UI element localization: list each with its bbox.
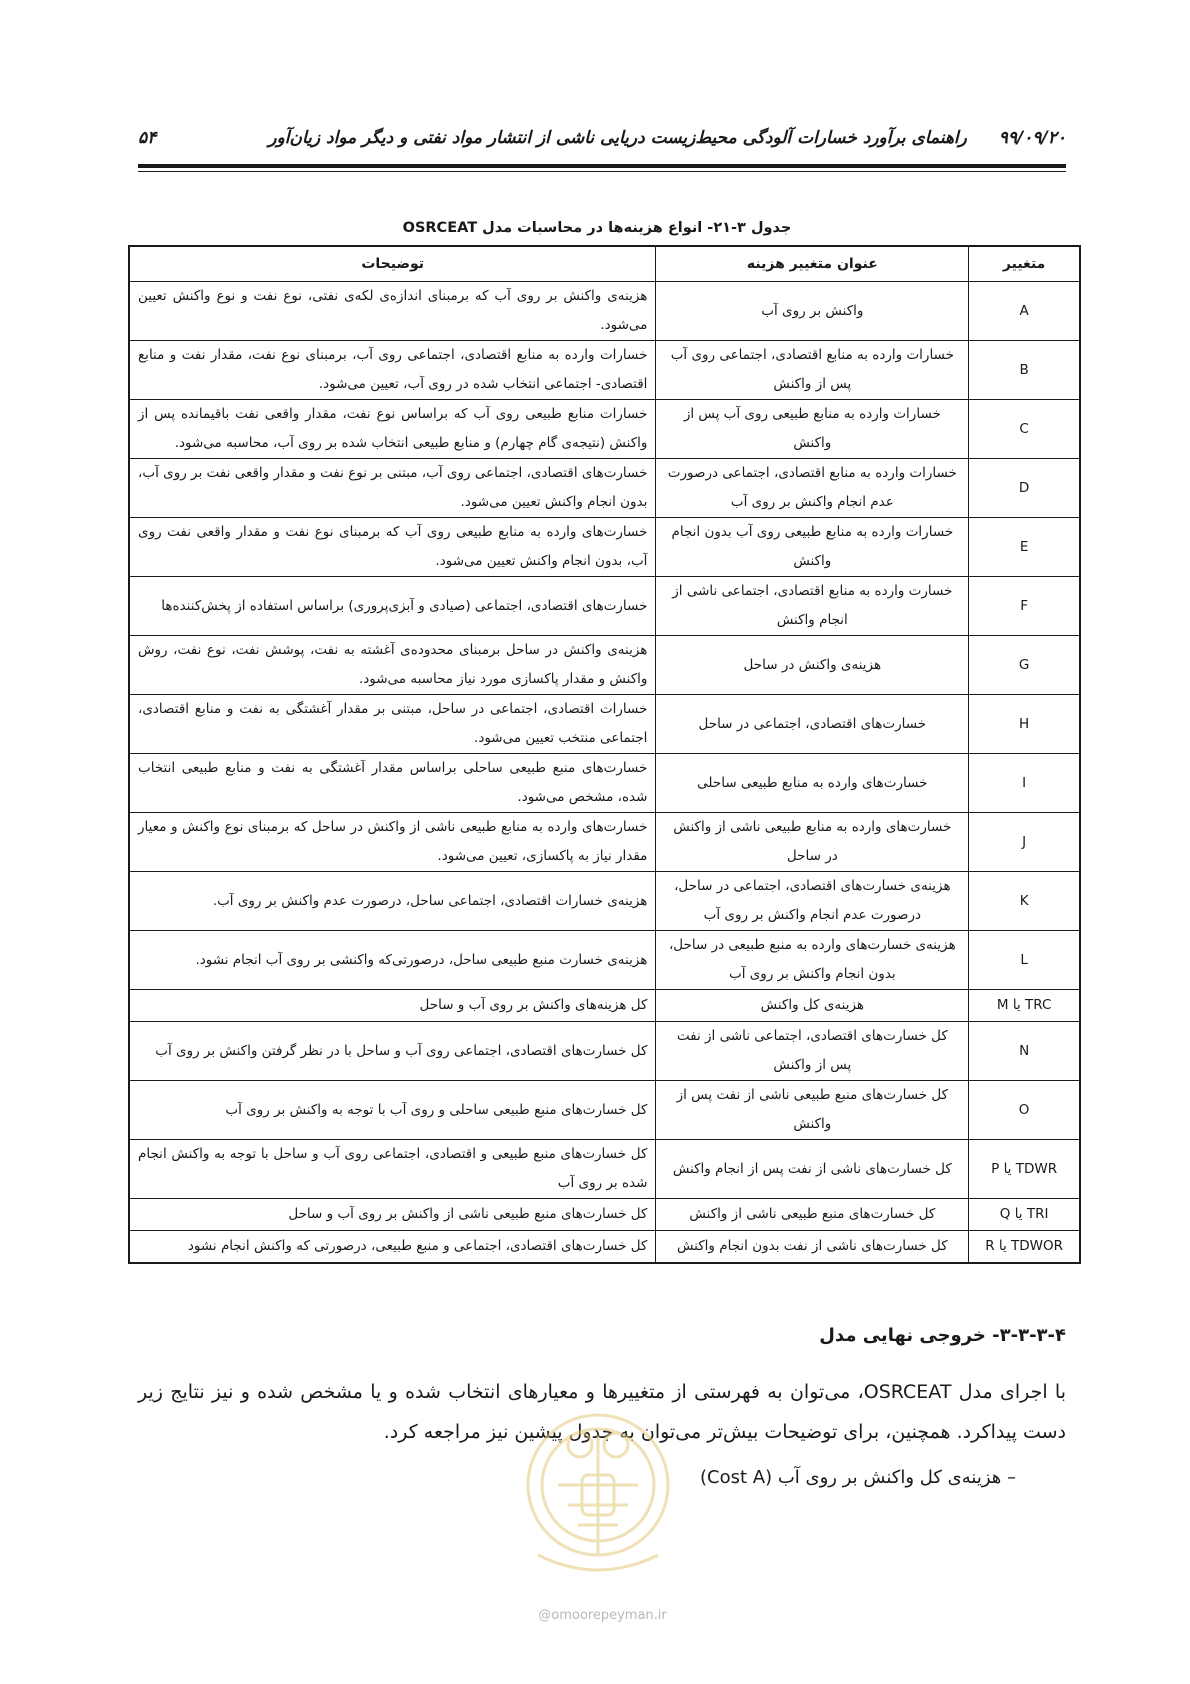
table-row <box>129 577 1080 636</box>
table-caption: جدول ۳-۲۱- انواع هزینه‌ها در محاسبات مدل OSRCEAT <box>402 220 792 236</box>
title-cell: خسارات وارده به منابع طبیعی روی آب پس از واکنش <box>656 400 969 459</box>
title-cell: کل خسارت‌های اقتصادی، اجتماعی ناشی از نفت پس از واکنش <box>656 1022 969 1081</box>
variable-cell: N <box>969 1022 1080 1081</box>
title-cell: کل خسارت‌های ناشی از نفت پس از انجام واکنش <box>656 1140 969 1199</box>
table-row <box>129 1199 1080 1231</box>
title-cell: کل خسارت‌های منبع طبیعی ناشی از واکنش <box>656 1199 969 1231</box>
variable-cell: P یا TDWR <box>969 1140 1080 1199</box>
cost-variables-table <box>128 245 1081 1264</box>
title-cell: خسارت‌های اقتصادی، اجتماعی در ساحل <box>656 695 969 754</box>
description-cell: هزینه‌ی واکنش در ساحل برمبنای محدوده‌ی آغشته به نفت، پوشش نفت، نوع نفت، روش واکنش و مقدار پاکسازی مورد نیاز محاسبه می‌شود. <box>129 636 656 695</box>
description-cell: کل هزینه‌های واکنش بر روی آب و ساحل <box>129 990 656 1022</box>
header-rule-thick <box>138 164 1066 168</box>
table-row <box>129 754 1080 813</box>
description-cell: خسارات منابع طبیعی روی آب که براساس نوع نفت، مقدار واقعی نفت باقیمانده پس از واکنش (نتیجه‌ی گام چهارم) و منابع طبیعی انتخاب شده بر روی آب، محاسبه می‌شود. <box>129 400 656 459</box>
description-cell: خسارات وارده به منابع اقتصادی، اجتماعی روی آب، برمبنای نوع نفت، مقدار نفت و منابع اقتصادی- اجتماعی انتخاب شده در روی آب، تعیین می‌شود. <box>129 341 656 400</box>
title-cell: خسارات وارده به منابع اقتصادی، اجتماعی روی آب پس از واکنش <box>656 341 969 400</box>
variable-cell: I <box>969 754 1080 813</box>
table-row <box>129 636 1080 695</box>
table-row <box>129 695 1080 754</box>
table-row <box>129 872 1080 931</box>
description-cell: خسارت‌های اقتصادی، اجتماعی روی آب، مبتنی بر نوع نفت و مقدار واقعی نفت بر روی آب، بدون انجام واکنش تعیین می‌شود. <box>129 459 656 518</box>
description-cell: کل خسارت‌های منبع طبیعی و اقتصادی، اجتماعی روی آب و ساحل با توجه به واکنش انجام شده بر روی آب <box>129 1140 656 1199</box>
description-cell: هزینه‌ی خسارت منبع طبیعی ساحل، درصورتی‌که واکنشی بر روی آب انجام نشود. <box>129 931 656 990</box>
title-cell: خسارات وارده به منابع اقتصادی، اجتماعی درصورت عدم انجام واکنش بر روی آب <box>656 459 969 518</box>
title-cell: خسارت‌های وارده به منابع طبیعی ناشی از واکنش در ساحل <box>656 813 969 872</box>
header-title-line <box>268 128 1066 148</box>
description-cell: خسارت‌های اقتصادی، اجتماعی (صیادی و آبزی‌پروری) براساس استفاده از پخش‌کننده‌ها <box>129 577 656 636</box>
column-header-variable: متغییر <box>969 246 1080 282</box>
table-row <box>129 400 1080 459</box>
table-row <box>129 1081 1080 1140</box>
description-cell: کل خسارت‌های اقتصادی، اجتماعی و منبع طبیعی، درصورتی که واکنش انجام نشود <box>129 1231 656 1264</box>
description-cell: هزینه‌ی واکنش بر روی آب که برمبنای اندازه‌ی لکه‌ی نفتی، نوع نفت و نوع واکنش تعیین می‌شود. <box>129 282 656 341</box>
variable-cell: G <box>969 636 1080 695</box>
variable-cell: A <box>969 282 1080 341</box>
table-row <box>129 459 1080 518</box>
title-cell: کل خسارت‌های منبع طبیعی ناشی از نفت پس از واکنش <box>656 1081 969 1140</box>
description-cell: خسارت‌های وارده به منابع طبیعی ناشی از واکنش در ساحل که برمبنای نوع واکنش و معیار مقدار نیاز به پاکسازی، تعیین می‌شود. <box>129 813 656 872</box>
variable-cell: F <box>969 577 1080 636</box>
table-row <box>129 990 1080 1022</box>
title-cell: هزینه‌ی کل واکنش <box>656 990 969 1022</box>
table-row <box>129 1022 1080 1081</box>
column-header-description: توضیحات <box>129 246 656 282</box>
variable-cell: J <box>969 813 1080 872</box>
table-body <box>129 282 1080 1264</box>
variable-cell: O <box>969 1081 1080 1140</box>
table-row <box>129 813 1080 872</box>
table-header-row <box>129 246 1080 282</box>
variable-cell: K <box>969 872 1080 931</box>
description-cell: کل خسارت‌های منبع طبیعی ساحلی و روی آب با توجه به واکنش بر روی آب <box>129 1081 656 1140</box>
description-cell: هزینه‌ی خسارات اقتصادی، اجتماعی ساحل، درصورت عدم واکنش بر روی آب. <box>129 872 656 931</box>
body-paragraph: با اجرای مدل OSRCEAT، می‌توان به فهرستی از متغییرها و معیارهای انتخاب شده و یا مشخص شده و نیز نتایج زیر دست پیداکرد. همچنین، برای توضیحات بیش‌تر می‌توان به جدول پیشین نیز مراجعه کرد. <box>138 1381 1067 1443</box>
page-number: ۵۴ <box>138 128 157 148</box>
table-row <box>129 1231 1080 1264</box>
section-heading: ۳-۳-۳-۴- خروجی نهایی مدل <box>819 1325 1066 1346</box>
running-header <box>138 128 1066 168</box>
variable-cell: C <box>969 400 1080 459</box>
table-row <box>129 341 1080 400</box>
variable-cell: E <box>969 518 1080 577</box>
bullet-item: – هزینه‌ی کل واکنش بر روی آب (Cost A) <box>700 1467 1016 1488</box>
watermark-text: @omoorepeyman.ir <box>538 1608 667 1623</box>
description-cell: خسارت‌های وارده به منابع طبیعی روی آب که برمبنای نوع نفت و مقدار واقعی نفت روی آب، بدون انجام واکنش تعیین می‌شود. <box>129 518 656 577</box>
variable-cell: B <box>969 341 1080 400</box>
variable-cell: H <box>969 695 1080 754</box>
title-cell: هزینه‌ی واکنش در ساحل <box>656 636 969 695</box>
description-cell: کل خسارت‌های منبع طبیعی ناشی از واکنش بر روی آب و ساحل <box>129 1199 656 1231</box>
description-cell: خسارات اقتصادی، اجتماعی در ساحل، مبتنی بر مقدار آغشتگی به نفت و منابع اقتصادی، اجتماعی منتخب تعیین می‌شود. <box>129 695 656 754</box>
variable-cell: Q یا TRI <box>969 1199 1080 1231</box>
header-rule-thin <box>138 171 1066 172</box>
table-row <box>129 282 1080 341</box>
table-row <box>129 931 1080 990</box>
variable-cell: R یا TDWOR <box>969 1231 1080 1264</box>
title-cell: خسارت‌های وارده به منابع طبیعی ساحلی <box>656 754 969 813</box>
title-cell: خسارت وارده به منابع اقتصادی، اجتماعی ناشی از انجام واکنش <box>656 577 969 636</box>
title-cell: خسارات وارده به منابع طبیعی روی آب بدون انجام واکنش <box>656 518 969 577</box>
description-cell: خسارت‌های منبع طبیعی ساحلی براساس مقدار آغشتگی به نفت و منابع طبیعی انتخاب شده، مشخص می‌شود. <box>129 754 656 813</box>
title-cell: هزینه‌ی خسارت‌های وارده به منبع طبیعی در ساحل، بدون انجام واکنش بر روی آب <box>656 931 969 990</box>
header-title: راهنمای برآورد خسارات آلودگی محیط‌زیست دریایی ناشی از انتشار مواد نفتی و دیگر مواد زیان‌آور <box>268 128 967 148</box>
title-cell: واکنش بر روی آب <box>656 282 969 341</box>
variable-cell: L <box>969 931 1080 990</box>
description-cell: کل خسارت‌های اقتصادی، اجتماعی روی آب و ساحل با در نظر گرفتن واکنش بر روی آب <box>129 1022 656 1081</box>
header-date: ۹۹/۰۹/۲۰ <box>998 128 1066 148</box>
table-row <box>129 1140 1080 1199</box>
title-cell: کل خسارت‌های ناشی از نفت بدون انجام واکنش <box>656 1231 969 1264</box>
variable-cell: M یا TRC <box>969 990 1080 1022</box>
table-row <box>129 518 1080 577</box>
title-cell: هزینه‌ی خسارت‌های اقتصادی، اجتماعی در ساحل، درصورت عدم انجام واکنش بر روی آب <box>656 872 969 931</box>
watermark-logo-icon <box>498 1405 698 1585</box>
variable-cell: D <box>969 459 1080 518</box>
column-header-title: عنوان متغییر هزینه <box>656 246 969 282</box>
